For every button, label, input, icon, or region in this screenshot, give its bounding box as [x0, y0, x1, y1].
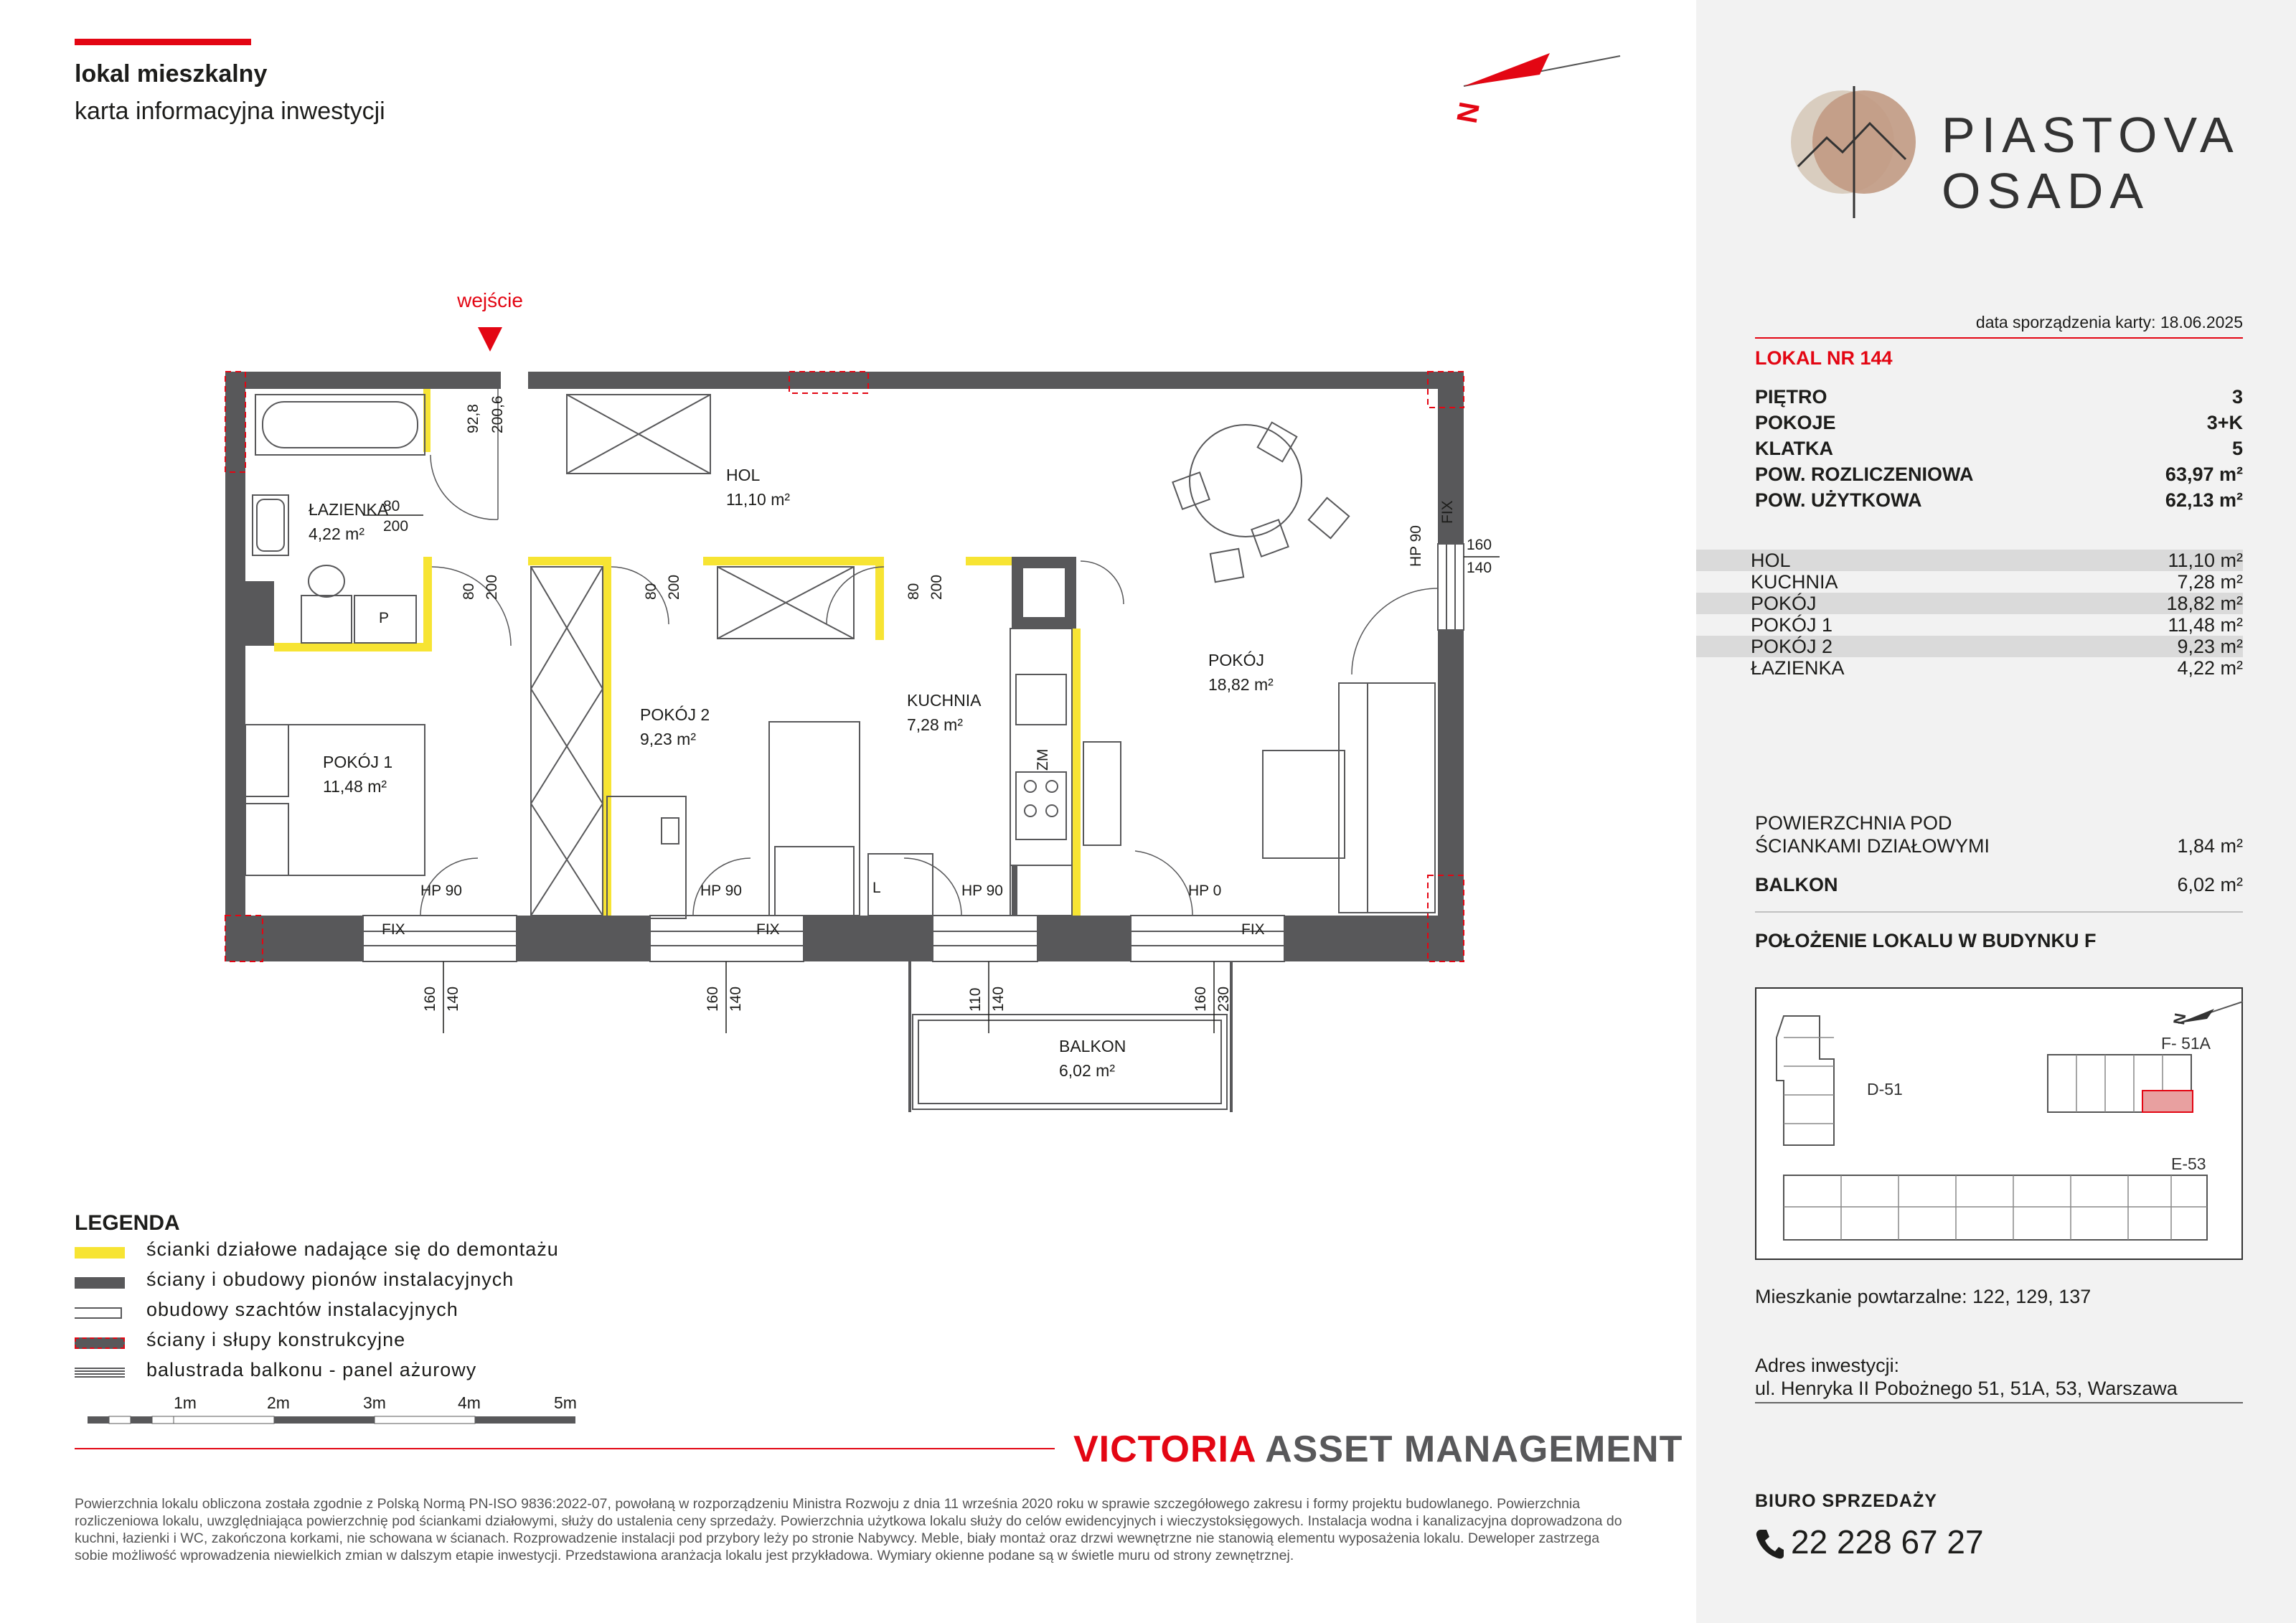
north-label: N	[1451, 99, 1486, 126]
summary-row-pokoj2: POKÓJ 2 9,23 m²	[1696, 636, 2243, 657]
partition-label-1: POWIERZCHNIA POD	[1755, 812, 1952, 834]
developer-word2: ASSET MANAGEMENT	[1265, 1429, 1683, 1470]
unit-row-billing-area: POW. ROZLICZENIOWA 63,97 m²	[1755, 464, 2243, 485]
dim-win4-h: 230	[1215, 986, 1232, 1012]
dim-entry-h: 200,6	[489, 395, 506, 433]
hp-label-2: HP 90	[700, 883, 742, 899]
room-name-pokoj1: POKÓJ 1	[323, 753, 393, 771]
legend-swatch-shaft	[75, 1307, 122, 1319]
site-map	[1755, 987, 2243, 1260]
room-area-pokoj2: 9,23 m²	[640, 730, 696, 748]
balcony-value: 6,02 m²	[2177, 874, 2243, 895]
partition-label-2: ŚCIANKAMI DZIAŁOWYMI	[1755, 835, 1990, 857]
legend-item-column: ściany i słupy konstrukcyjne	[146, 1329, 406, 1350]
scale-3m: 3m	[363, 1393, 386, 1412]
door-swings	[420, 389, 1438, 916]
panel-rule-2	[1755, 1402, 2243, 1403]
scale-2m: 2m	[267, 1393, 290, 1412]
dim-door2-w: 80	[643, 583, 659, 600]
room-area-hol: 11,10 m²	[726, 490, 791, 509]
dim-door1-h: 200	[484, 574, 500, 600]
panel-red-rule	[1755, 337, 2243, 339]
location-title: POŁOŻENIE LOKALU W BUDYNKU F	[1755, 930, 2097, 951]
building-e53: E-53	[2171, 1154, 2206, 1173]
hp-label-5: HP 90	[1408, 525, 1424, 567]
legend-item-partition: ścianki działowe nadające się do demontażu	[146, 1238, 559, 1260]
balcony-label: BALKON	[1755, 874, 1838, 895]
address-value: ul. Henryka II Pobożnego 51, 51A, 53, Warszawa	[1755, 1378, 2178, 1399]
room-name-balcony: BALKON	[1059, 1037, 1126, 1055]
fix-label-4: FIX	[1439, 500, 1456, 524]
scale-5m: 5m	[554, 1393, 577, 1412]
dim-win4-w: 160	[1192, 986, 1209, 1012]
dim-win2-h: 140	[728, 986, 744, 1012]
footnote: Powierzchnia lokalu obliczona została zgodnie z Polską Normą PN-ISO 9836:2022-07, powołaną w rozporządzeniu Ministra Rozwoju z dnia 11 września 2020 roku w sprawie szczegółowego zakresu i formy projektu budowlanego. Powierzchnia rozliczeniowa lokalu, uwzględniająca powierzchnię pod ściankami działowymi, służy do ustalenia ceny sprzedaży. Powierzchnia użytkowa lokalu służy do celów ewidencyjnych i wieczystoksięgowych. Instalacja wodna i kanalizacyjna doprowadzona do kuchni, łazienki i WC, zakończona korkami, nie schowana w ścianach. Rozprowadzenie instalacji pod przybory leży po stronie Nabywcy. Meble, biały montaż oraz drzwi wewnętrzne nie stanowią elementu wyposażenia lokalu. Deweloper zastrzega sobie możliwość wprowadzenia niewielkich zmian w dalszym etapie inwestycji. Przedstawiona aranżacja lokalu jest przykładowa. Wymiary okienne podane są w świetle muru od strony zewnętrznej.	[75, 1496, 1622, 1563]
sales-phone[interactable]: 22 228 67 27	[1791, 1523, 1984, 1561]
dim-bath-w: 80	[383, 498, 400, 514]
unit-row-usable-area: POW. UŻYTKOWA 62,13 m²	[1755, 489, 2243, 511]
card-date: data sporządzenia karty: 18.06.2025	[1975, 313, 2243, 331]
summary-row-kitchen: KUCHNIA 7,28 m²	[1751, 571, 2243, 593]
dim-win1-w: 160	[422, 986, 438, 1012]
building-d51: D-51	[1867, 1080, 1903, 1099]
unit-title: LOKAL NR 144	[1755, 347, 1893, 369]
label-l: L	[872, 880, 881, 896]
page-title: lokal mieszkalny	[75, 60, 268, 88]
room-area-pokoj1: 11,48 m²	[323, 777, 387, 796]
dim-win1-h: 140	[445, 986, 461, 1012]
svg-text:N: N	[2170, 1012, 2190, 1027]
dim-door2-h: 200	[666, 574, 682, 600]
dim-win5-h: 140	[1467, 560, 1492, 576]
address-label: Adres inwestycji:	[1755, 1355, 1900, 1376]
room-name-kitchen: KUCHNIA	[907, 691, 982, 710]
outer-walls	[225, 372, 1464, 961]
scale-1m: 1m	[174, 1393, 197, 1412]
hp-label-1: HP 90	[420, 883, 462, 899]
north-arrow-icon	[1449, 43, 1629, 129]
fix-label-1: FIX	[382, 921, 405, 938]
legend-title: LEGENDA	[75, 1211, 180, 1235]
dim-door3-h: 200	[928, 574, 945, 600]
fix-label-2: FIX	[756, 921, 780, 938]
window-lines	[363, 544, 1455, 946]
brand-name-line1: PIASTOVA	[1942, 107, 2240, 163]
page-subtitle: karta informacyjna inwestycji	[75, 98, 385, 125]
building-f51a: F- 51A	[2161, 1034, 2211, 1053]
dim-door1-w: 80	[461, 583, 477, 600]
fix-label-3: FIX	[1241, 921, 1265, 938]
entry-label: wejście	[457, 289, 523, 311]
structural-columns	[225, 372, 1464, 961]
room-name-pokoj: POKÓJ	[1208, 651, 1264, 669]
room-name-hol: HOL	[726, 466, 761, 484]
label-p: P	[379, 610, 390, 626]
legend-swatch-wall	[75, 1277, 125, 1289]
unit-row-stair: KLATKA 5	[1755, 438, 2243, 459]
dim-entry-w: 92,8	[465, 404, 481, 433]
legend-item-shaft: obudowy szachtów instalacyjnych	[146, 1299, 458, 1320]
dim-win5-w: 160	[1467, 537, 1492, 553]
summary-row-pokoj: POKÓJ 18,82 m²	[1696, 593, 2243, 614]
developer-word1: VICTORIA	[1073, 1429, 1256, 1470]
scale-4m: 4m	[458, 1393, 481, 1412]
brand-name-line2: OSADA	[1942, 163, 2150, 219]
partition-value: 1,84 m²	[2177, 835, 2243, 857]
brand-divider	[75, 1448, 1055, 1449]
room-area-balcony: 6,02 m²	[1059, 1061, 1115, 1080]
room-area-pokoj: 18,82 m²	[1208, 675, 1274, 694]
label-zm: ZM	[1035, 748, 1051, 771]
phone-icon	[1755, 1527, 1784, 1560]
legend-swatch-railing	[75, 1368, 125, 1379]
dim-win2-w: 160	[705, 986, 721, 1012]
panel-rule-1	[1755, 911, 2243, 913]
summary-row-bath: ŁAZIENKA 4,22 m²	[1751, 657, 2243, 679]
summary-row-hol: HOL 11,10 m²	[1696, 550, 2243, 571]
dim-bath-h: 200	[383, 518, 409, 535]
room-area-bath: 4,22 m²	[309, 524, 364, 543]
scale-bar	[88, 1416, 583, 1426]
entry-arrow-icon	[478, 327, 502, 352]
summary-row-pokoj1: POKÓJ 1 11,48 m²	[1751, 614, 2243, 636]
dim-win3-w: 110	[967, 987, 984, 1012]
repeated-units: Mieszkanie powtarzalne: 122, 129, 137	[1755, 1286, 2092, 1307]
legend-swatch-partition	[75, 1247, 125, 1259]
unit-row-floor: PIĘTRO 3	[1755, 386, 2243, 408]
room-name-bath: ŁAZIENKA	[309, 500, 389, 519]
legend-item-wall: ściany i obudowy pionów instalacyjnych	[146, 1269, 514, 1290]
unit-row-rooms: POKOJE 3+K	[1755, 412, 2243, 433]
dim-win3-h: 140	[990, 986, 1007, 1012]
developer-logo	[1073, 1428, 1683, 1471]
dim-door3-w: 80	[905, 583, 922, 600]
brand-logo-icon	[1791, 80, 1920, 224]
sales-label: BIURO SPRZEDAŻY	[1755, 1491, 1937, 1511]
room-area-kitchen: 7,28 m²	[907, 715, 963, 734]
hp-label-3: HP 90	[961, 883, 1003, 899]
header-accent-bar	[75, 39, 251, 45]
windows	[363, 544, 1464, 961]
removable-partitions	[274, 389, 1081, 916]
hp-label-4: HP 0	[1188, 883, 1222, 899]
room-name-pokoj2: POKÓJ 2	[640, 705, 710, 724]
unit-location-marker	[2142, 1091, 2193, 1112]
floor-plan	[215, 287, 1492, 1134]
legend-item-railing: balustrada balkonu - panel ażurowy	[146, 1359, 477, 1380]
legend-swatch-column	[75, 1337, 125, 1349]
